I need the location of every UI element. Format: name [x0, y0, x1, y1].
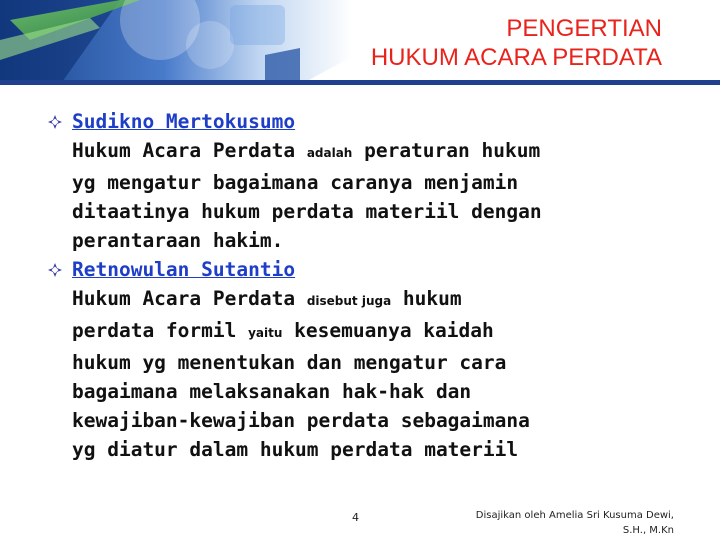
definition-line: perdata formil yaitu kesemuanya kaidah — [72, 319, 494, 342]
definition-line: ditaatinya hukum perdata materiil dengan — [72, 200, 542, 223]
footer-credit-line1: Disajikan oleh Amelia Sri Kusuma Dewi, — [475, 510, 674, 521]
definition-line: yg mengatur bagaimana caranya menjamin — [72, 171, 519, 194]
diamond-bullet-icon — [48, 115, 62, 129]
definition-line: perantaraan hakim. — [72, 229, 284, 252]
slide-title — [371, 14, 662, 72]
author-name: Retnowulan Sutantio — [72, 258, 296, 281]
definition-line: yg diatur dalam hukum perdata materiil — [72, 438, 519, 461]
definition-line: Hukum Acara Perdata adalah peraturan hukum — [72, 139, 541, 162]
page-number: 4 — [352, 511, 359, 524]
definition-line: hukum yg menentukan dan mengatur cara — [72, 351, 507, 374]
definition-line: kewajiban-kewajiban perdata sebagaimana — [72, 409, 530, 432]
definition-line: bagaimana melaksanakan hak-hak dan — [72, 380, 472, 403]
diamond-bullet-icon — [48, 263, 62, 277]
definition-line: Hukum Acara Perdata disebut juga hukum — [72, 287, 462, 310]
author-name: Sudikno Mertokusumo — [72, 110, 296, 133]
list-item — [48, 107, 688, 255]
list-item — [48, 255, 688, 464]
footer-credit-line2: S.H., M.Kn — [622, 525, 674, 536]
slide-title-line1: PENGERTIAN — [506, 15, 662, 42]
slide-title-line2: HUKUM ACARA PERDATA — [370, 44, 662, 71]
footer-credit — [476, 508, 674, 538]
slide-body — [48, 107, 688, 464]
